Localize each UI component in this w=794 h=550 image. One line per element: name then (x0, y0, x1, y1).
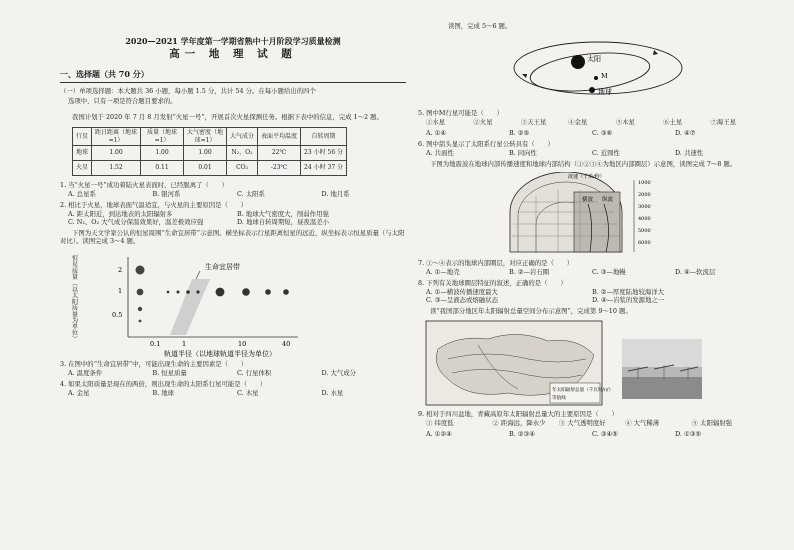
exam-subtitle: 高一 地 理 试 题 (169, 48, 297, 60)
photo-sky (622, 339, 702, 367)
question-3-options (60, 369, 406, 377)
exam-title: 2020—2021 学年度第一学期省熟中十月阶段学习质量检测 (125, 36, 341, 46)
option-d[interactable]: D. ④—岩浆的发源地之一 (592, 296, 665, 304)
table-cell: N₂、O₂ (227, 146, 258, 161)
planet-dot (283, 289, 289, 295)
intro-q3: 下图为天文学家公认的恒星周围“生命宜居带”示意图。横坐标表示行星距离恒星的远近，纵坐标表示恒星质量（与太阳对比）。读图完成 3～4 题。 (60, 229, 405, 246)
question-6-stem: 6. 图中箭头显示了太阳系行星公转具有（ ） (418, 140, 554, 148)
habitable-zone-figure (60, 249, 406, 357)
earth-label: 地球 (598, 88, 612, 96)
table-cell: 1.52 (92, 161, 141, 176)
intro-q9: 读“我国部分地区年太阳辐射总量空间分布示意图”，完成第 9～10 题。 (430, 307, 632, 315)
item: ③天王星 (520, 118, 547, 126)
table-cell: 22℃ (258, 146, 301, 161)
question-1-options (60, 190, 406, 198)
map-note: 等值线 (552, 396, 566, 401)
chart-ylabel: 恒星质量（以太阳质量为单位） (70, 255, 78, 342)
wave-label-p: 纵波 (602, 197, 614, 203)
question-5-options (418, 129, 758, 137)
item: ⑦海王星 (710, 118, 737, 126)
item: ③ 大气透明度好 (558, 419, 606, 427)
planet-comparison-table (72, 127, 347, 176)
option-b[interactable]: B. 同向性 (509, 149, 537, 157)
wave-label-s: 横波 (582, 197, 594, 203)
question-4-stem: 4. 如果太阳质量是现在的两倍，则出现生命的太阳系行星可能是（ ） (60, 380, 267, 389)
option-d[interactable]: D. ①③⑤ (675, 430, 702, 438)
option-b[interactable]: B. ②—厚度陆地较海洋大 (592, 288, 665, 296)
option-a[interactable]: A. 共面性 (426, 149, 454, 157)
table-header-cell: 质量（地球=1） (141, 128, 184, 146)
question-9-items (418, 419, 758, 427)
option-c[interactable]: C. 行星体积 (237, 369, 272, 378)
planet-dot (196, 291, 199, 294)
item: ②火星 (473, 118, 493, 126)
zone-label: 生命宜居带 (205, 263, 240, 272)
option-b[interactable]: B. ②⑤ (509, 129, 530, 137)
option-a[interactable]: A. 温度条件 (68, 369, 103, 378)
option-c[interactable]: C. 近圆性 (592, 149, 620, 157)
photo-ground (622, 377, 702, 399)
left-column (60, 26, 406, 400)
table-cell: 23 小时 56 分 (301, 146, 347, 161)
option-a[interactable]: A. 金星 (68, 389, 90, 398)
option-a[interactable]: A. ①②④ (426, 430, 452, 438)
table-row (73, 161, 347, 176)
item: ⑤木星 (615, 118, 635, 126)
sun-label: 太阳 (587, 55, 601, 63)
option-c[interactable]: C. 太阳系 (237, 190, 265, 199)
question-4-options (60, 389, 406, 397)
table-cell: 地球 (73, 146, 92, 161)
depth-tick: 6000 (638, 240, 651, 246)
option-a[interactable]: A. ①④ (426, 129, 447, 137)
question-2-options (60, 210, 406, 226)
question-3-stem: 3. 在图中的“生命宜居带”中，可能出现生命的主要因素是（ ） (60, 360, 248, 369)
option-d[interactable]: D. ④—软流层 (675, 268, 716, 276)
option-c[interactable]: C. ③⑥ (592, 129, 613, 137)
star-dot (138, 307, 142, 311)
question-9-options (418, 430, 758, 438)
y-tick: 2 (118, 266, 123, 275)
depth-tick: 4000 (638, 216, 651, 222)
radiation-figure (418, 319, 758, 407)
table-cell: -23℃ (258, 161, 301, 176)
section-instruction-1: （一）单项选择题：本大题共 36 小题，每小题 1.5 分，共计 54 分。在每小题给出的四个 (60, 87, 316, 96)
depth-tick: 3000 (638, 204, 651, 210)
intro-q5: 读图，完成 5～6 题。 (448, 22, 512, 30)
y-tick: 0.5 (112, 311, 123, 320)
planet-dot (167, 291, 170, 294)
option-a[interactable]: A. 总星系 (68, 190, 96, 199)
star-dot (136, 266, 145, 275)
item: ② 距海远，降水少 (492, 419, 546, 427)
table-cell: 火星 (73, 161, 92, 176)
table-row (73, 146, 347, 161)
speed-axis-label: 波速（千米/秒） (568, 174, 605, 180)
table-cell: 1.00 (184, 146, 227, 161)
table-header-row (73, 128, 347, 146)
option-a[interactable]: A. 距太阳近，到达地表的太阳辐射多 (68, 210, 173, 219)
question-7-options (418, 268, 758, 276)
planet-dot (186, 290, 190, 294)
zone-pointer (196, 271, 200, 279)
orbit-figure (418, 34, 758, 106)
cut-block (574, 192, 620, 252)
option-b[interactable]: B. 地球 (152, 389, 175, 398)
table-cell: 24 小时 37 分 (301, 161, 347, 176)
option-d[interactable]: D. 大气成分 (321, 369, 357, 378)
planet-m-label: M (601, 72, 608, 80)
depth-tick: 1000 (638, 180, 651, 186)
item: ⑥土星 (663, 118, 683, 126)
section-instruction-2: 选项中，只有一项是符合题目要求的。 (68, 97, 177, 106)
earth-icon (589, 87, 595, 93)
map-legend: 年太阳辐射总量（千瓦时/㎡） (552, 388, 614, 393)
item: ④金星 (568, 118, 588, 126)
depth-tick: 5000 (638, 228, 651, 234)
question-2-stem: 2. 相比于火星，地球表面气温适宜，与火星的主要原因是（ ） (60, 201, 248, 210)
option-c[interactable]: C. ③—呈液态或熔融状态 (426, 296, 498, 304)
table-header-cell: 大气成分 (227, 128, 258, 146)
x-tick: 0.1 (150, 340, 161, 349)
planet-dot (242, 288, 250, 296)
intro-q7: 下图为地震波在地球内部传播速度和地球内部结构（①②③④为地区内部圈层）示意图，读图完成 7～8 题。 (430, 160, 737, 168)
chart-xlabel: 轨道半径（以地球轨道半径为单位） (164, 350, 276, 358)
star-dot (139, 320, 142, 323)
right-column (418, 22, 758, 441)
table-cell: CO₂ (227, 161, 258, 176)
option-b[interactable]: B. ②—岩石圈 (509, 268, 550, 276)
table-cell: 1.00 (92, 146, 141, 161)
item: ①水星 (426, 118, 446, 126)
question-9-stem: 9. 相对于四川盆地，青藏高原年太阳辐射总量大的主要原因是（ ） (418, 410, 618, 418)
option-d[interactable]: D. 水星 (321, 389, 344, 398)
habitable-zone-chart (60, 249, 360, 357)
option-d[interactable]: D. ④⑦ (675, 129, 696, 137)
question-5-items (418, 118, 758, 126)
intro-q1: 我国计划于 2020 年 7 月 8 月发射“火星一号”，开展首次火星探测任务。根据下表中的信息，完成 1～2 题。 (72, 113, 383, 122)
seismic-figure (418, 172, 758, 256)
seismic-diagram (418, 172, 758, 256)
section-rule (60, 82, 406, 83)
question-8-stem: 8. 下列有关地球圈层特征的叙述，正确的是（ ） (418, 279, 567, 287)
option-b[interactable]: B. ②③④ (509, 430, 535, 438)
option-d[interactable]: D. 地球自转周期短，昼夜温差小 (237, 218, 330, 227)
habitable-band (170, 279, 210, 335)
option-b[interactable]: B. 地球大气密度大，削弱作用强 (237, 210, 329, 219)
option-c[interactable]: C. ③—地幔 (592, 268, 626, 276)
depth-tick: 2000 (638, 192, 651, 198)
option-b[interactable]: B. 银河系 (152, 190, 181, 199)
option-c[interactable]: C. N₂、O₂ 大气成分保温效果好，温差极效应强 (68, 218, 204, 227)
option-a[interactable]: A. ①—横波传播速度最大 (426, 288, 498, 296)
planet-dot (177, 291, 180, 294)
y-tick: 1 (118, 287, 123, 296)
question-8-options (418, 288, 758, 304)
table-header-cell: 行星 (73, 128, 92, 146)
x-tick: 1 (182, 340, 187, 349)
radiation-map (418, 319, 758, 407)
option-c[interactable]: C. 木星 (237, 389, 259, 398)
sun-icon (571, 55, 585, 69)
table-header-cell: 大气密度（地球=1） (184, 128, 227, 146)
option-c[interactable]: C. ③④⑤ (592, 430, 618, 438)
section-heading: 一、选择题（共 70 分） (60, 69, 149, 80)
table-cell: 1.00 (141, 146, 184, 161)
x-tick: 40 (282, 340, 291, 349)
option-d[interactable]: D. 共速性 (675, 149, 704, 157)
planet-dot (265, 289, 271, 295)
table-header-cell: 表面平均温度 (258, 128, 301, 146)
table-header-cell: 自转周期 (301, 128, 347, 146)
planet-m-icon (594, 76, 598, 80)
question-6-options (418, 149, 758, 157)
question-7-stem: 7. ①～④表示的地球内部圈层，对应正确的是（ ） (418, 259, 574, 267)
item: ① 纬度低 (426, 419, 454, 427)
planet-dot (216, 288, 225, 297)
item: ⑤ 太阳辐射强 (691, 419, 732, 427)
question-5-stem: 5. 图中M行星可能是（ ） (418, 109, 503, 117)
question-1-stem: 1. 当“火星一号”成功着陆火星表面时，已经脱离了（ ） (60, 181, 229, 190)
option-d[interactable]: D. 地月系 (321, 190, 350, 199)
orbit-diagram (418, 34, 758, 106)
orbit-arrow-icon (653, 50, 658, 55)
table-cell: 0.01 (184, 161, 227, 176)
x-tick: 10 (238, 340, 247, 349)
table-cell: 0.11 (141, 161, 184, 176)
star-dot (137, 289, 144, 296)
option-a[interactable]: A. ①—地壳 (426, 268, 460, 276)
orbit-arrow-icon (522, 74, 527, 78)
option-b[interactable]: B. 恒星质量 (152, 369, 187, 378)
table-header-cell: 距日距离（地球=1） (92, 128, 141, 146)
item: ④ 大气稀薄 (625, 419, 660, 427)
